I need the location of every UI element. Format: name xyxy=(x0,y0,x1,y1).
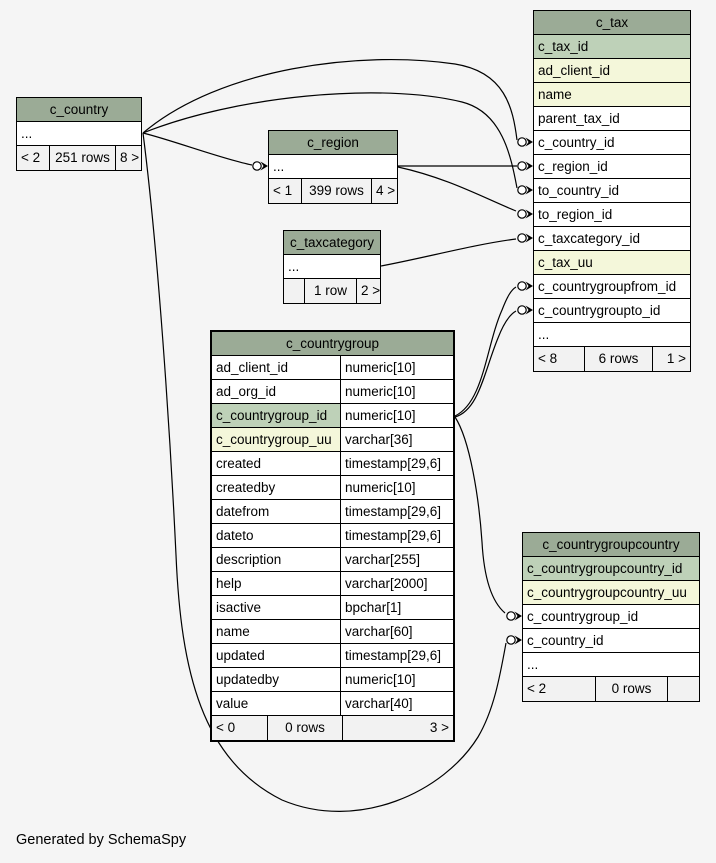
column-name: to_region_id xyxy=(534,203,690,226)
table-c_countrygroupcountry[interactable] xyxy=(522,532,700,702)
column-type: timestamp[29,6] xyxy=(340,644,453,667)
column-c_tax-c_tax_id xyxy=(534,35,690,59)
column-name: ... xyxy=(17,122,141,145)
column-name: c_tax_id xyxy=(534,35,690,58)
column-name: name xyxy=(212,620,340,643)
pager-cell-c_countrygroupcountry-0: < 2 xyxy=(527,681,547,696)
column-name: created xyxy=(212,452,340,475)
column-c_tax-to_country_id xyxy=(534,179,690,203)
column-name: dateto xyxy=(212,524,340,547)
column-type: numeric[10] xyxy=(340,404,453,427)
column-name: c_region_id xyxy=(534,155,690,178)
column-c_countrygroup-ad_org_id xyxy=(212,380,453,404)
table-pager-c_country xyxy=(17,146,141,170)
table-pager-c_countrygroupcountry xyxy=(523,677,699,701)
column-name: ad_client_id xyxy=(534,59,690,82)
column-c_tax-c_country_id xyxy=(534,131,690,155)
column-name: ... xyxy=(523,653,699,676)
column-name: c_countrygroup_id xyxy=(523,605,699,628)
pager-cell-c_countrygroupcountry-2 xyxy=(667,677,699,701)
column-name: help xyxy=(212,572,340,595)
column-name: ad_client_id xyxy=(212,356,340,379)
table-title-c_country[interactable]: c_country xyxy=(17,98,141,122)
fk-edge-c_countrygroup-to-c_tax-c_countrygroupto_id xyxy=(455,306,533,418)
column-c_tax-c_taxcategory_id xyxy=(534,227,690,251)
column-name: c_countrygroup_uu xyxy=(212,428,340,451)
column-name: c_countrygroupfrom_id xyxy=(534,275,690,298)
column-c_countrygroup-name xyxy=(212,620,453,644)
column-name: updated xyxy=(212,644,340,667)
table-pager-c_tax xyxy=(534,347,690,371)
fk-edge-c_countrygroup-to-c_countrygroupcountry-c_countrygroup_id xyxy=(455,417,522,621)
column-c_country-more xyxy=(17,122,141,146)
table-title-c_countrygroup[interactable]: c_countrygroup xyxy=(212,332,453,356)
table-pager-c_countrygroup xyxy=(212,716,453,740)
table-title-c_tax[interactable]: c_tax xyxy=(534,11,690,35)
pager-cell-c_countrygroup-0: < 0 xyxy=(216,720,236,735)
column-c_countrygroupcountry-more xyxy=(523,653,699,677)
column-c_tax-name xyxy=(534,83,690,107)
pager-cell-c_taxcategory-1: 1 row xyxy=(304,279,356,303)
column-c_tax-c_tax_uu xyxy=(534,251,690,275)
column-c_tax-to_region_id xyxy=(534,203,690,227)
column-type: varchar[255] xyxy=(340,548,453,571)
column-name: c_countrygroupto_id xyxy=(534,299,690,322)
column-c_tax-c_countrygroupto_id xyxy=(534,299,690,323)
zero-many-circle xyxy=(507,612,515,620)
pager-cell-c_countrygroup-2: 3 > xyxy=(342,716,453,740)
column-type: timestamp[29,6] xyxy=(340,500,453,523)
fk-edge-c_region-to-c_tax-to_region_id xyxy=(398,167,533,219)
column-type: varchar[40] xyxy=(340,692,453,715)
column-c_countrygroup-createdby xyxy=(212,476,453,500)
column-type: bpchar[1] xyxy=(340,596,453,619)
column-type: timestamp[29,6] xyxy=(340,524,453,547)
table-c_region[interactable] xyxy=(268,130,398,204)
column-c_countrygroup-created xyxy=(212,452,453,476)
zero-many-circle xyxy=(518,162,526,170)
column-name: name xyxy=(534,83,690,106)
column-c_countrygroupcountry-c_countrygroupcountry_id xyxy=(523,557,699,581)
pager-cell-c_country-0: < 2 xyxy=(21,150,41,165)
column-type: varchar[2000] xyxy=(340,572,453,595)
zero-many-circle xyxy=(518,210,526,218)
pager-cell-c_taxcategory-0 xyxy=(284,279,304,303)
column-c_countrygroup-isactive xyxy=(212,596,453,620)
column-c_countrygroup-ad_client_id xyxy=(212,356,453,380)
column-name: to_country_id xyxy=(534,179,690,202)
pager-cell-c_countrygroupcountry-1: 0 rows xyxy=(595,677,667,701)
zero-many-circle xyxy=(507,636,515,644)
column-type: numeric[10] xyxy=(340,356,453,379)
pager-cell-c_countrygroup-1: 0 rows xyxy=(267,716,342,740)
column-name: c_taxcategory_id xyxy=(534,227,690,250)
column-c_countrygroup-c_countrygroup_id xyxy=(212,404,453,428)
column-name: c_country_id xyxy=(523,629,699,652)
column-name: c_countrygroupcountry_id xyxy=(523,557,699,580)
column-name: c_tax_uu xyxy=(534,251,690,274)
column-c_countrygroup-description xyxy=(212,548,453,572)
pager-cell-c_tax-2: 1 > xyxy=(652,347,690,371)
column-type: timestamp[29,6] xyxy=(340,452,453,475)
column-name: c_country_id xyxy=(534,131,690,154)
column-type: numeric[10] xyxy=(340,668,453,691)
pager-cell-c_country-1: 251 rows xyxy=(49,146,115,170)
column-name: parent_tax_id xyxy=(534,107,690,130)
column-name: c_countrygroupcountry_uu xyxy=(523,581,699,604)
table-c_taxcategory[interactable] xyxy=(283,230,381,304)
table-title-c_countrygroupcountry[interactable]: c_countrygroupcountry xyxy=(523,533,699,557)
generator-caption: Generated by SchemaSpy xyxy=(16,832,187,848)
column-c_countrygroup-updatedby xyxy=(212,668,453,692)
zero-many-circle xyxy=(518,138,526,146)
table-title-c_region[interactable]: c_region xyxy=(269,131,397,155)
column-type: varchar[36] xyxy=(340,428,453,451)
column-name: updatedby xyxy=(212,668,340,691)
column-c_tax-ad_client_id xyxy=(534,59,690,83)
pager-cell-c_taxcategory-2: 2 > xyxy=(356,279,380,303)
column-c_countrygroupcountry-c_countrygroupcountry_uu xyxy=(523,581,699,605)
column-type: numeric[10] xyxy=(340,476,453,499)
column-name: ... xyxy=(269,155,397,178)
table-c_tax[interactable] xyxy=(533,10,691,372)
column-name: createdby xyxy=(212,476,340,499)
zero-many-circle xyxy=(253,162,261,170)
pager-cell-c_region-2: 4 > xyxy=(371,179,397,203)
column-name: isactive xyxy=(212,596,340,619)
zero-many-circle xyxy=(518,306,526,314)
column-type: varchar[60] xyxy=(340,620,453,643)
column-c_countrygroup-datefrom xyxy=(212,500,453,524)
pager-cell-c_tax-0: < 8 xyxy=(538,351,558,366)
pager-cell-c_region-1: 399 rows xyxy=(301,179,371,203)
column-c_countrygroup-value xyxy=(212,692,453,716)
column-c_tax-parent_tax_id xyxy=(534,107,690,131)
column-c_tax-c_region_id xyxy=(534,155,690,179)
column-c_countrygroup-updated xyxy=(212,644,453,668)
table-pager-c_region xyxy=(269,179,397,203)
pager-cell-c_country-2: 8 > xyxy=(115,146,141,170)
column-name: c_countrygroup_id xyxy=(212,404,340,427)
table-c_country[interactable] xyxy=(16,97,142,171)
zero-many-circle xyxy=(518,234,526,242)
column-name: value xyxy=(212,692,340,715)
pager-cell-c_region-0: < 1 xyxy=(273,183,293,198)
column-name: datefrom xyxy=(212,500,340,523)
column-c_countrygroup-help xyxy=(212,572,453,596)
column-c_countrygroup-dateto xyxy=(212,524,453,548)
zero-many-circle xyxy=(518,282,526,290)
column-name: ... xyxy=(284,255,380,278)
column-type: numeric[10] xyxy=(340,380,453,403)
column-c_countrygroupcountry-c_country_id xyxy=(523,629,699,653)
table-c_countrygroup[interactable] xyxy=(210,330,455,742)
fk-edge-c_country-to-c_region xyxy=(143,133,268,171)
zero-many-circle xyxy=(518,186,526,194)
column-name: ad_org_id xyxy=(212,380,340,403)
column-c_taxcategory-more xyxy=(284,255,380,279)
column-c_tax-more xyxy=(534,323,690,347)
column-name: description xyxy=(212,548,340,571)
column-c_region-more xyxy=(269,155,397,179)
column-c_countrygroupcountry-c_countrygroup_id xyxy=(523,605,699,629)
table-title-c_taxcategory[interactable]: c_taxcategory xyxy=(284,231,380,255)
column-c_tax-c_countrygroupfrom_id xyxy=(534,275,690,299)
column-c_countrygroup-c_countrygroup_uu xyxy=(212,428,453,452)
table-pager-c_taxcategory xyxy=(284,279,380,303)
column-name: ... xyxy=(534,323,690,346)
fk-edge-c_taxcategory-to-c_tax-c_taxcategory_id xyxy=(381,234,533,267)
pager-cell-c_tax-1: 6 rows xyxy=(584,347,652,371)
